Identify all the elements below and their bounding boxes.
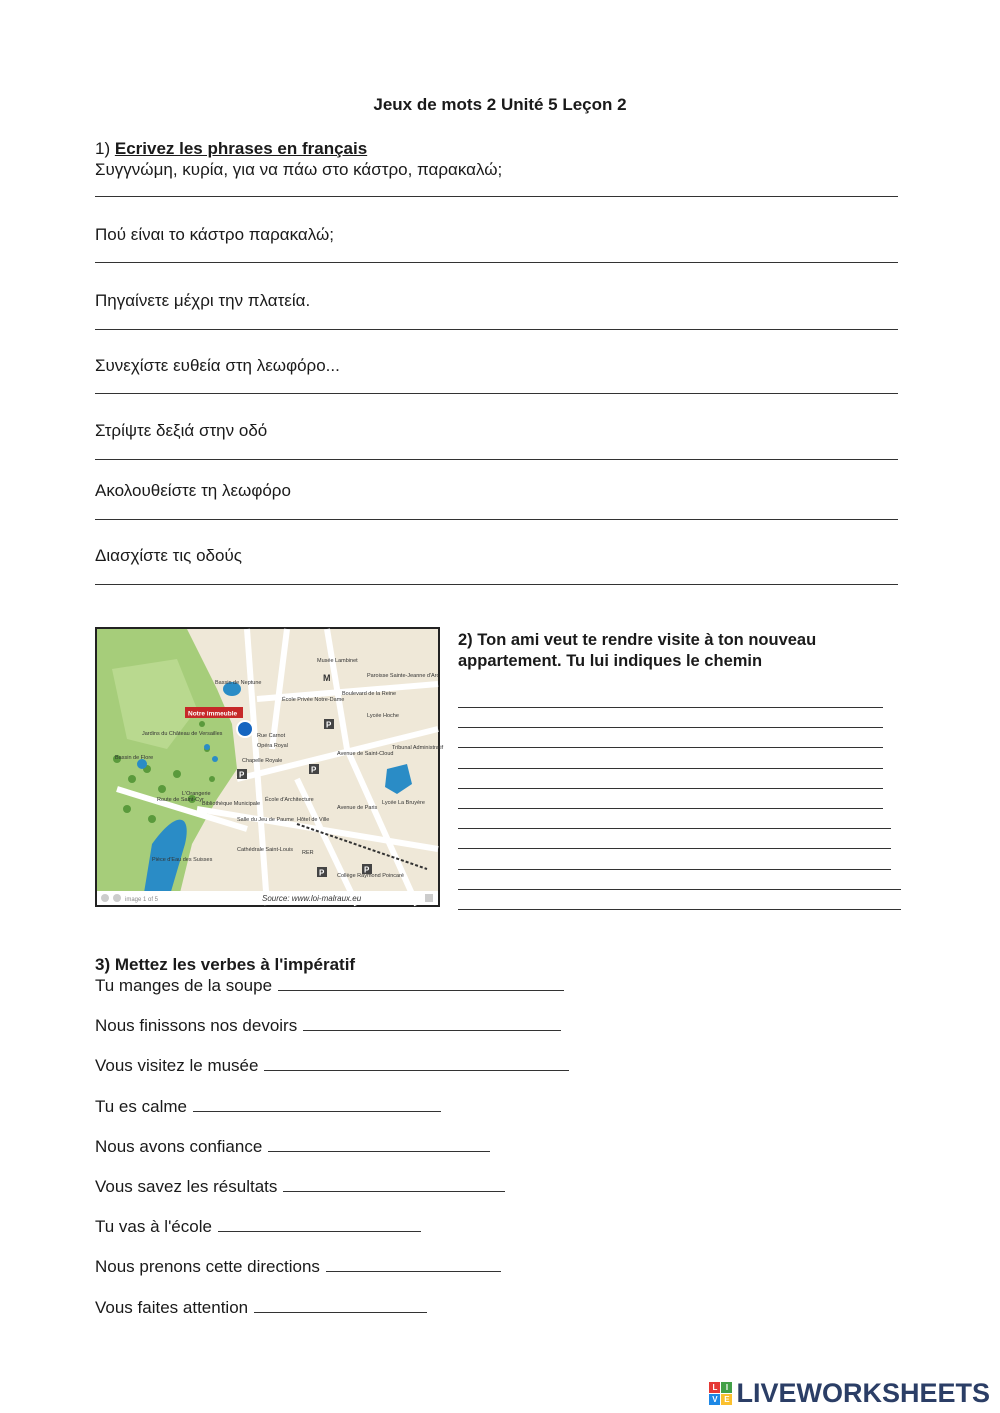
answer-line[interactable]	[95, 584, 898, 585]
verb-item	[95, 1177, 505, 1197]
page-title: Jeux de mots 2 Unité 5 Leçon 2	[373, 95, 627, 114]
map-image	[95, 627, 444, 907]
verb-item	[95, 1298, 427, 1318]
parking-label: P	[364, 865, 370, 875]
translation-item	[95, 291, 898, 311]
map-label: Bibliothèque Municipale	[202, 801, 261, 807]
map-label: École Privée Notre-Dame	[282, 697, 345, 703]
map-label: Salle du Jeu de Paume	[237, 817, 294, 823]
map-label: Opéra Royal	[257, 743, 288, 749]
translation-item	[95, 546, 898, 566]
answer-line[interactable]	[95, 459, 898, 460]
parking-label: P	[319, 868, 325, 878]
parking-label: P	[239, 770, 245, 780]
verb-prompt: Tu vas à l'école	[95, 1217, 212, 1237]
greek-sentence: Πηγαίνετε μέχρι την πλατεία.	[95, 291, 311, 310]
greek-sentence: Πού είναι το κάστρο παρακαλώ;	[95, 225, 334, 244]
translation-item	[95, 356, 898, 376]
map-label: Avenue de Saint-Cloud	[337, 751, 394, 757]
direction-answer-line[interactable]	[458, 869, 891, 870]
map-label: Chapelle Royale	[242, 758, 283, 764]
prev-icon	[101, 894, 109, 902]
map-label: Hôtel de Ville	[297, 817, 330, 823]
greek-sentence: Συνεχίστε ευθεία στη λεωφόρο...	[95, 356, 340, 375]
map-label: Musée Lambinet	[317, 658, 358, 664]
direction-answer-line[interactable]	[458, 788, 883, 789]
direction-answer-line[interactable]	[458, 808, 883, 809]
next-icon	[113, 894, 121, 902]
expand-icon	[425, 894, 433, 902]
verb-prompt: Vous faites attention	[95, 1297, 249, 1317]
map-label: RER	[302, 850, 314, 856]
map-label: Cathédrale Saint-Louis	[237, 847, 293, 853]
verb-answer-blank[interactable]	[326, 1257, 501, 1272]
translation-item	[95, 160, 898, 180]
verb-prompt: Vous visitez le musée	[95, 1056, 259, 1076]
direction-answer-line[interactable]	[458, 768, 883, 769]
parking-label: P	[326, 720, 332, 730]
section1-number: 1)	[95, 139, 111, 158]
map-label: Tribunal Administratif	[392, 745, 444, 751]
direction-answer-line[interactable]	[458, 848, 891, 849]
greek-sentence: Ακολουθείστε τη λεωφόρο	[95, 481, 291, 500]
direction-answer-line[interactable]	[458, 889, 901, 890]
verb-item	[95, 1217, 421, 1237]
translation-item	[95, 421, 898, 441]
map-label: Avenue de Paris	[337, 805, 378, 811]
map-label: Lycée La Bruyère	[382, 800, 425, 806]
map-label: Rue Carnot	[257, 733, 286, 739]
verb-prompt: Nous finissons nos devoirs	[95, 1016, 298, 1036]
verb-answer-blank[interactable]	[218, 1217, 421, 1232]
map-label: L'Orangerie	[182, 791, 211, 797]
map-label: École d'Architecture	[265, 797, 314, 803]
map-label: Lycée Hoche	[367, 713, 399, 719]
verb-item	[95, 1137, 490, 1157]
verb-prompt: Nous avons confiance	[95, 1136, 263, 1156]
direction-answer-line[interactable]	[458, 747, 883, 748]
verb-prompt: Tu manges de la soupe	[95, 976, 273, 995]
verb-answer-blank[interactable]	[264, 1056, 569, 1071]
verb-answer-blank[interactable]	[278, 976, 564, 991]
logo-letter: V	[709, 1394, 720, 1405]
map-source: Source: www.loi-malraux.eu	[262, 894, 362, 903]
verb-item	[95, 1097, 441, 1117]
section1-heading	[95, 139, 367, 159]
verb-answer-blank[interactable]	[303, 1016, 561, 1031]
metro-icon: M	[323, 673, 331, 683]
direction-answer-line[interactable]	[458, 707, 883, 708]
map-label: Collège Raymond Poincaré	[337, 873, 404, 879]
verb-answer-blank[interactable]	[193, 1097, 441, 1112]
logo-mark-icon	[709, 1382, 732, 1405]
verb-prompt: Tu es calme	[95, 1096, 187, 1116]
verb-prompt: Vous savez les résultats	[95, 1177, 278, 1196]
logo-text: LIVEWORKSHEETS	[736, 1378, 990, 1408]
map-image-counter: image 1 of 5	[125, 897, 159, 903]
map-label-notre-immeuble: Notre immeuble	[188, 710, 238, 718]
section1-instruction: Ecrivez les phrases en français	[114, 139, 368, 158]
map-label: Route de Saint-Cyr	[157, 797, 204, 803]
translation-item	[95, 225, 898, 245]
map-label: Bassin de Neptune	[215, 680, 262, 686]
verb-item	[95, 1056, 569, 1076]
answer-line[interactable]	[95, 393, 898, 394]
location-pin-icon	[237, 721, 253, 737]
answer-line[interactable]	[95, 262, 898, 263]
logo-letter: E	[721, 1394, 732, 1405]
answer-line[interactable]	[95, 196, 898, 197]
verb-answer-blank[interactable]	[268, 1137, 490, 1152]
map-label: Paroisse Sainte-Jeanne d'Arc	[367, 673, 440, 679]
direction-answer-line[interactable]	[458, 727, 883, 728]
logo-letter: L	[709, 1382, 720, 1393]
answer-line[interactable]	[95, 329, 898, 330]
map-label: Jardins du Château de Versailles	[142, 731, 223, 737]
verb-item	[95, 1016, 561, 1036]
verb-answer-blank[interactable]	[254, 1298, 427, 1313]
map-label: Pièce d'Eau des Suisses	[152, 857, 213, 863]
logo-letter: I	[721, 1382, 732, 1393]
answer-line[interactable]	[95, 519, 898, 520]
verb-prompt: Nous prenons cette directions	[95, 1257, 320, 1277]
greek-sentence: Διασχίστε τις οδούς	[95, 546, 242, 565]
verb-item	[95, 976, 564, 996]
verb-item	[95, 1257, 501, 1277]
greek-sentence: Συγγνώμη, κυρία, για να πάω στο κάστρο, παρακαλώ;	[95, 160, 503, 179]
verb-answer-blank[interactable]	[283, 1177, 505, 1192]
direction-answer-line[interactable]	[458, 909, 901, 910]
section3-heading: 3) Mettez les verbes à l'impératif	[95, 955, 356, 974]
map-label: Boulevard de la Reine	[342, 691, 397, 697]
parking-label: P	[311, 765, 317, 775]
map-svg	[97, 629, 444, 905]
translation-item	[95, 481, 898, 501]
map-label: Bassin de Flore	[115, 755, 154, 761]
greek-sentence: Στρίψτε δεξιά στην οδό	[95, 421, 268, 440]
direction-answer-line[interactable]	[458, 828, 891, 829]
liveworksheets-logo	[709, 1378, 990, 1409]
section2-heading: 2) Ton ami veut te rendre visite à ton nouveau appartement. Tu lui indiques le chemin	[458, 631, 817, 670]
